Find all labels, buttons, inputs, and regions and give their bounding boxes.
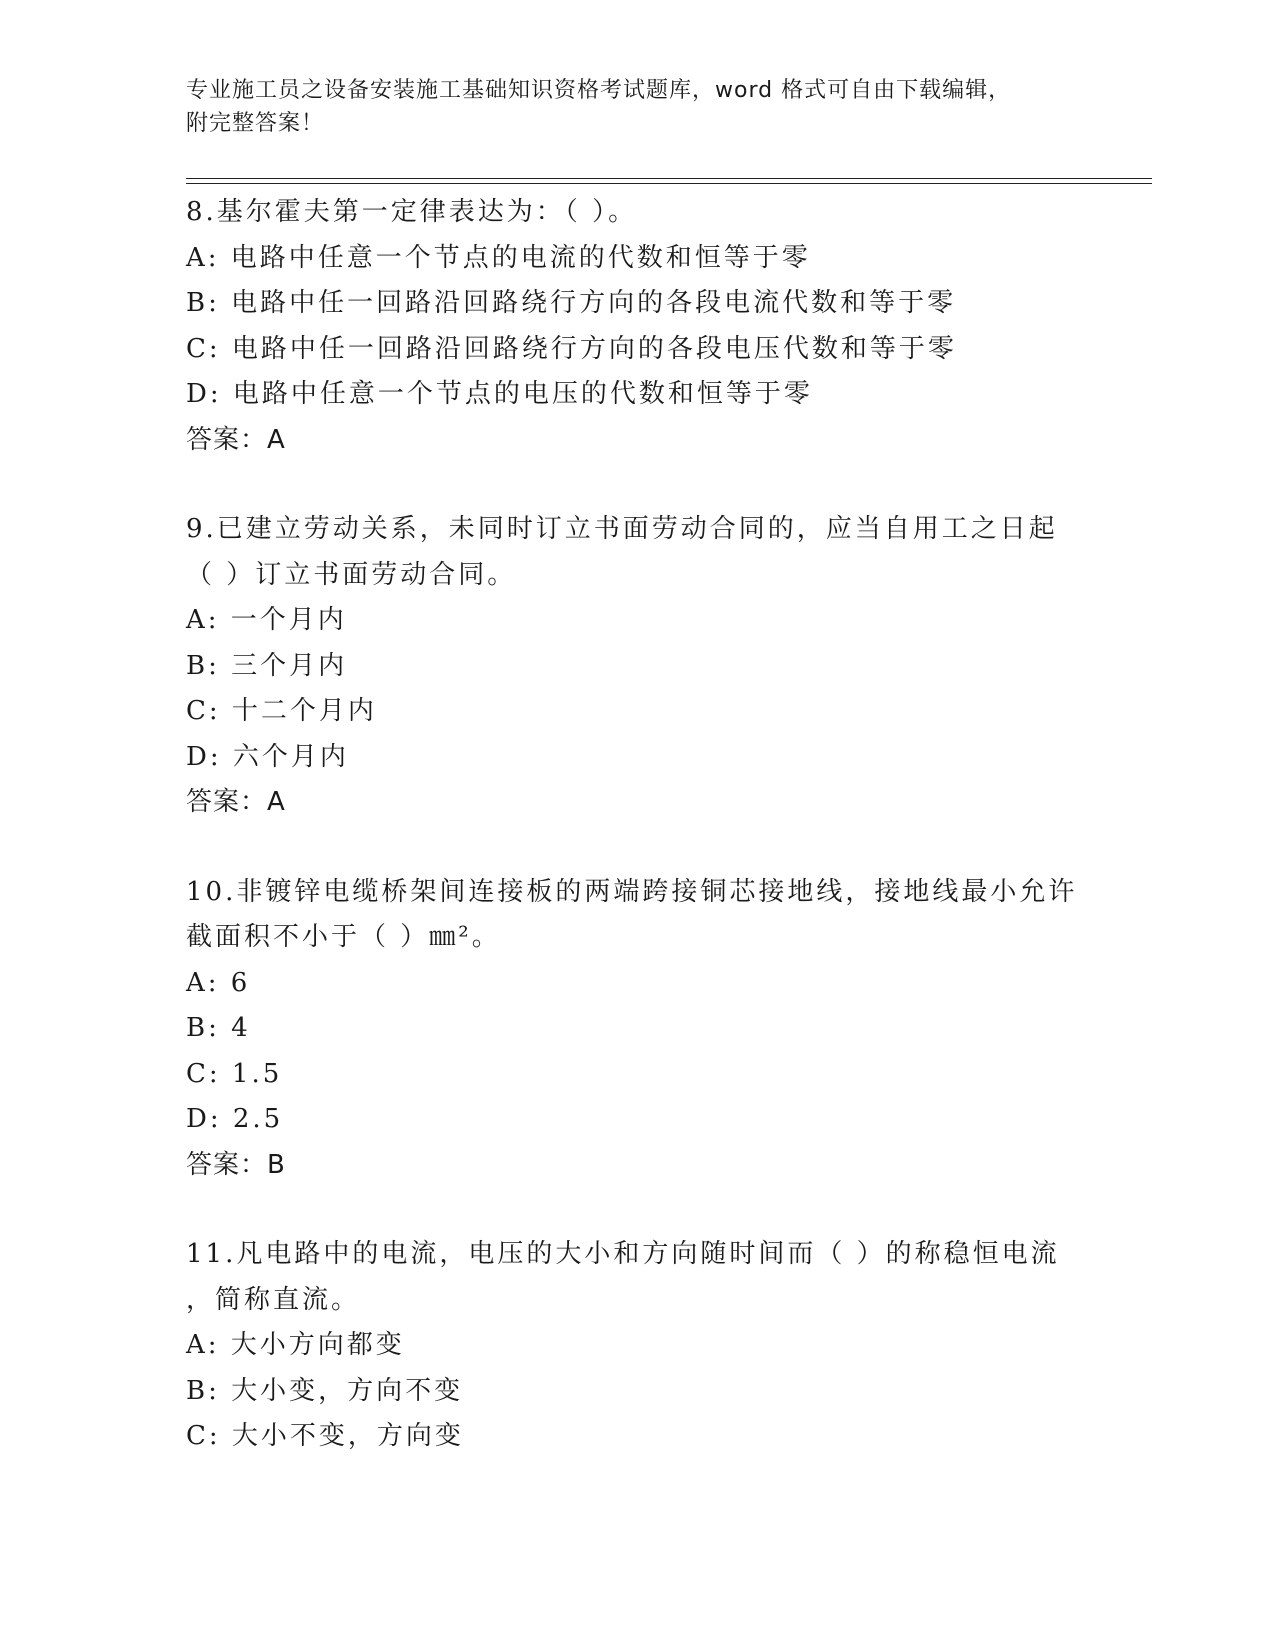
option-c: C: 十二个月内 xyxy=(186,696,377,726)
option-c: C: 大小不变，方向变 xyxy=(186,1421,464,1451)
option-c: C: 电路中任一回路沿回路绕行方向的各段电压代数和等于零 xyxy=(186,333,957,364)
option-a: A: 大小方向都变 xyxy=(186,1330,405,1360)
answer: 答案：B xyxy=(186,1149,286,1180)
header-line-2: 附完整答案！ xyxy=(186,111,325,136)
option-d: D: 六个月内 xyxy=(186,741,349,772)
question-list xyxy=(186,190,1146,1504)
answer: 答案：A xyxy=(186,787,286,817)
option-a: A: 电路中任意一个节点的电流的代数和恒等于零 xyxy=(186,242,811,273)
question-10 xyxy=(186,870,1146,1189)
header-line-1: 专业施工员之设备安装施工基础知识资格考试题库，word 格式可自由下载编辑， xyxy=(186,78,1012,103)
option-b: B: 4 xyxy=(186,1013,251,1043)
option-d: D: 电路中任意一个节点的电压的代数和恒等于零 xyxy=(186,379,813,409)
question-stem-continued: （ ）订立书面劳动合同。 xyxy=(186,559,517,590)
header-divider-top xyxy=(186,178,1152,179)
header-divider-bottom xyxy=(186,183,1152,184)
option-a: A: 一个月内 xyxy=(186,605,347,635)
option-b: B: 大小变，方向不变 xyxy=(186,1375,464,1406)
option-a: A: 6 xyxy=(186,967,251,998)
question-stem: 11.凡电路中的电流，电压的大小和方向随时间而（ ）的称稳恒电流 xyxy=(186,1239,1060,1269)
question-9 xyxy=(186,507,1146,826)
document-header xyxy=(186,74,1086,140)
question-stem: 9.已建立劳动关系，未同时订立书面劳动合同的，应当自用工之日起 xyxy=(186,514,1058,544)
question-8 xyxy=(186,190,1146,463)
question-11 xyxy=(186,1232,1146,1460)
option-c: C: 1.5 xyxy=(186,1058,283,1089)
option-b: B: 电路中任一回路沿回路绕行方向的各段电流代数和等于零 xyxy=(186,288,957,318)
question-stem: 8.基尔霍夫第一定律表达为：（ ）。 xyxy=(186,197,638,227)
answer: 答案：A xyxy=(186,424,286,455)
question-stem: 10.非镀锌电缆桥架间连接板的两端跨接铜芯接地线，接地线最小允许 xyxy=(186,876,1078,907)
question-stem-continued: 截面积不小于（ ）㎜²。 xyxy=(186,922,501,952)
option-b: B: 三个月内 xyxy=(186,650,348,681)
option-d: D: 2.5 xyxy=(186,1104,284,1134)
question-stem-continued: ，简称直流。 xyxy=(186,1284,361,1315)
